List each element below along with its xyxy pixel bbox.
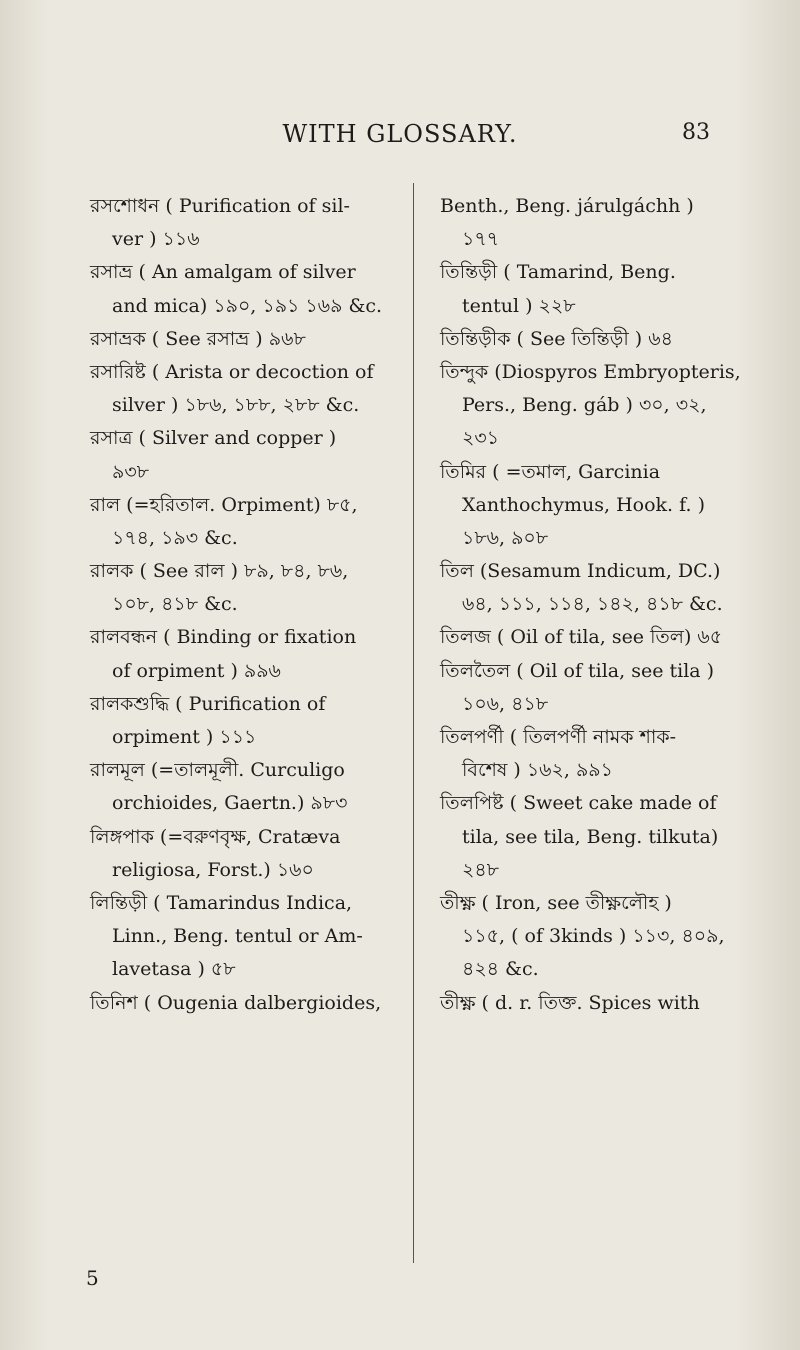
glossary-entry [90,621,390,687]
entry-continuation: বিশেষ ) ১৬২, ৯৯১ [462,759,613,782]
entry-headline: তিলপিষ্ট ( Sweet cake made of [440,792,717,815]
entry-continuation: silver ) ১৮৬, ১৮৮, ২৮৮ &c. [112,394,360,417]
entry-headline: তিন্তিড়ী ( Tamarind, Beng. [440,261,676,284]
signature-mark: 5 [86,1266,99,1290]
entry-continuation: ১৭৭ [462,228,500,251]
glossary-entry [440,887,740,987]
glossary-entry [440,356,740,456]
glossary-entry [90,688,390,754]
glossary-entry [440,190,740,256]
entry-headline: তিলপর্ণী ( তিলপর্ণী নামক শাক- [440,726,677,748]
glossary-entry [440,721,740,787]
entry-continuation: tentul ) ২২৮ [462,294,576,317]
entry-headline: রাল (=হরিতাল. Orpiment) ৮৫, [90,493,358,516]
entry-continuation: Xanthochymus, Hook. f. ) [462,493,705,516]
column-divider [413,183,414,1263]
glossary-entry [440,456,740,556]
entry-headline: রালক ( See রাল ) ৮৯, ৮৪, ৮৬, [90,560,349,583]
glossary-entry [90,356,390,422]
entry-continuation: ৪২৪ &c. [462,958,539,981]
glossary-entry [90,555,390,621]
right-column [440,190,740,1020]
entry-continuation: ৯৩৮ [112,460,150,483]
entry-headline: লিন্তিড়ী ( Tamarindus Indica, [90,891,353,914]
glossary-entry [440,655,740,721]
glossary-entry [90,256,390,322]
entry-continuation: Pers., Beng. gáb ) ৩০, ৩২, [462,394,707,417]
entry-continuation: religiosa, Forst.) ১৬০ [112,858,314,881]
page-header [0,120,800,160]
glossary-entry [90,422,390,488]
entry-headline: তীক্ষ্ণ ( Iron, see তীক্ষ্ণলৌহ ) [440,891,672,914]
entry-continuation: ১০৮, ৪১৮ &c. [112,593,238,616]
entry-continuation: and mica) ১৯০, ১৯১ ১৬৯ &c. [112,294,383,317]
entry-continuation: of orpiment ) ৯৯৬ [112,659,281,682]
entry-headline: রসাভ্র ( An amalgam of silver [90,261,356,284]
glossary-entry [440,555,740,621]
entry-headline: রালমূল (=তালমূলী. Curculigo [90,759,345,782]
entry-continuation: tila, see tila, Beng. tilkuta) [462,825,719,848]
entry-continuation: ১০৬, ৪১৮ [462,692,549,715]
entry-continuation: ২৪৮ [462,858,500,881]
glossary-entry [90,323,390,356]
entry-continuation: ১৮৬, ৯০৮ [462,526,549,549]
glossary-entry [90,489,390,555]
page-number: 83 [682,120,710,145]
glossary-entry [440,987,740,1020]
glossary-entry [90,887,390,987]
entry-continuation: orpiment ) ১১১ [112,726,257,748]
entry-continuation: ver ) ১১৬ [112,228,200,251]
entry-headline: রসাত্র ( Silver and copper ) [90,427,337,450]
glossary-entry [440,323,740,356]
entry-headline: তিলজ ( Oil of tila, see তিল) ৬৫ [440,626,723,649]
glossary-entry [440,256,740,322]
entry-headline: তিমির ( =তমাল, Garcinia [440,460,661,483]
glossary-entry [440,621,740,654]
entry-headline: রসশোধন ( Purification of sil- [90,195,350,217]
entry-headline: রালবন্ধন ( Binding or fixation [90,626,357,649]
entry-continuation: ১৭৪, ১৯৩ &c. [112,526,238,549]
entry-continuation: ২৩১ [462,427,500,450]
glossary-entry [90,754,390,820]
entry-continuation: Linn., Beng. tentul or Am- [112,925,363,948]
entry-continuation: ১১৫, ( of 3kinds ) ১১৩, ৪০৯, [462,925,725,948]
glossary-entry [440,787,740,887]
glossary-entry [90,821,390,887]
entry-continuation: lavetasa ) ৫৮ [112,958,236,981]
left-column [90,190,390,1020]
glossary-entry [90,190,390,256]
entry-headline: তিন্তিড়ীক ( See তিন্তিড়ী ) ৬৪ [440,327,673,350]
entry-headline: লিঙ্গপাক (=বরুণবৃক্ষ, Cratæva [90,825,341,848]
entry-headline: রসাভ্রক ( See রসাভ্র ) ৯৬৮ [90,327,306,350]
entry-headline: রালকশুদ্ধি ( Purification of [90,692,326,715]
entry-headline: তিল (Sesamum Indicum, DC.) [440,560,721,583]
entry-headline: তিলতৈল ( Oil of tila, see tila ) [440,659,715,682]
entry-headline: তীক্ষ্ণ ( d. r. তিক্ত. Spices with [440,991,700,1014]
entry-continuation: orchioides, Gaertn.) ৯৮৩ [112,792,348,815]
entry-headline: Benth., Beng. járulgáchh ) [440,195,694,217]
entry-headline: রসারিষ্ট ( Arista or decoction of [90,360,374,383]
running-head: WITH GLOSSARY. [282,120,518,148]
entry-continuation: ৬৪, ১১১, ১১৪, ১৪২, ৪১৮ &c. [462,593,723,616]
glossary-entry [90,987,390,1020]
entry-headline: তিনিশ ( Ougenia dalbergioides, [90,991,382,1014]
entry-headline: তিন্দুক (Diospyros Embryopteris, [440,360,741,383]
